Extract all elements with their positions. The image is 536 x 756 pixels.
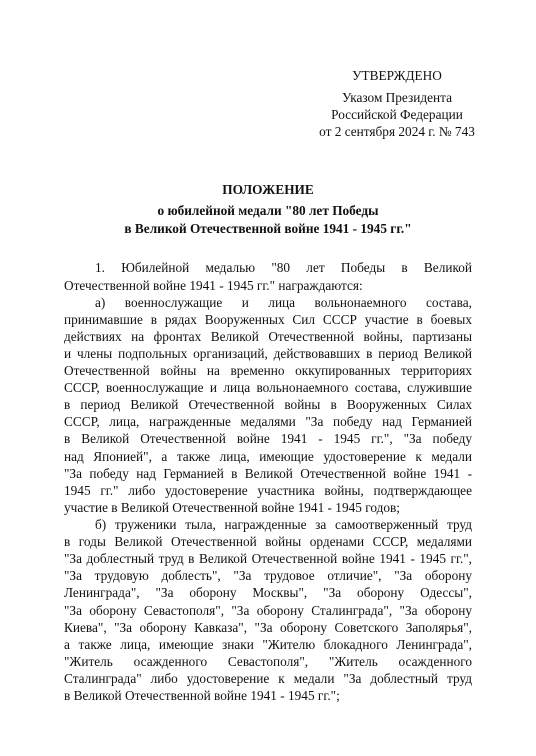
document-title [0, 181, 536, 237]
text-line: СССР, лица, награжденные медалями "За победу над Германией [64, 414, 472, 430]
text-line: 1945 гг." либо удостоверение участника войны, подтверждающее [64, 482, 472, 498]
text-line: а также лица, имеющие знаки "Жителю блокадного Ленинграда", [64, 636, 472, 652]
paragraph-1 [64, 259, 472, 293]
paragraph-a [64, 294, 472, 516]
document-body [64, 259, 472, 704]
document-subtitle-line: в Великой Отечественной войне 1941 - 1945 гг." [124, 220, 412, 236]
text-line: Киева", "За оборону Кавказа", "За оборону Советского Заполярья", [64, 619, 472, 635]
text-line: над Японией", а также лица, имеющие удостоверение к медали [64, 448, 472, 464]
text-line: в Великой Отечественной войне 1941 - 1945 гг.", "За победу [64, 431, 472, 447]
text-line: Ленинграда", "За оборону Москвы", "За оборону Одессы", [64, 585, 472, 601]
text-line: "За трудовую доблесть", "За трудовое отличие", "За оборону [64, 568, 472, 584]
text-line: б) труженики тыла, награжденные за самоотверженный труд [95, 517, 472, 533]
text-line: в Великой Отечественной войне 1941 - 1945 гг."; [64, 688, 340, 704]
text-line: Отечественной войне 1941 - 1945 гг." награждаются: [64, 277, 363, 293]
text-line: а) военнослужащие и лица вольнонаемного состава, [95, 294, 472, 310]
text-line: Отечественной войны на временно оккупированных территориях [64, 363, 472, 379]
paragraph-b [64, 516, 472, 704]
text-line: "Житель осажденного Севастополя", "Житель осажденного [64, 653, 472, 669]
text-line: действиях на фронтах Великой Отечественной войны, партизаны [64, 328, 472, 344]
approval-block [297, 67, 497, 140]
text-line: "За доблестный труд в Великой Отечественной войне 1941 - 1945 гг.", [64, 551, 472, 567]
approval-line: Указом Президента [341, 89, 453, 105]
approval-stamp: УТВЕРЖДЕНО [352, 68, 442, 83]
text-line: Сталинграда" либо удостоверение к медали "За доблестный труд [64, 671, 472, 687]
text-line: 1. Юбилейной медалью "80 лет Победы в Великой [95, 260, 472, 276]
approval-date-number: от 2 сентября 2024 г. № 743 [319, 123, 475, 139]
document-subtitle-line: о юбилейной медали "80 лет Победы [157, 203, 379, 219]
text-line: "За оборону Севастополя", "За оборону Сталинграда", "За оборону [64, 602, 472, 618]
text-line: в годы Великой Отечественной войны орденами СССР, медалями [64, 534, 472, 550]
approval-line: Российской Федерации [331, 106, 463, 122]
text-line: участие в Великой Отечественной войне 1941 - 1945 годов; [64, 499, 400, 515]
text-line: СССР, военнослужащие и лица вольнонаемного состава, служившие [64, 380, 472, 396]
text-line: принимавшие в рядах Вооруженных Сил СССР участие в боевых [64, 311, 472, 327]
document-heading: ПОЛОЖЕНИЕ [222, 181, 314, 197]
text-line: "За победу над Германией в Великой Отечественной войне 1941 - [64, 465, 472, 481]
text-line: в период Великой Отечественной войны в Вооруженных Силах [64, 397, 472, 413]
text-line: и члены подпольных организаций, действовавших в период Великой [64, 345, 472, 361]
